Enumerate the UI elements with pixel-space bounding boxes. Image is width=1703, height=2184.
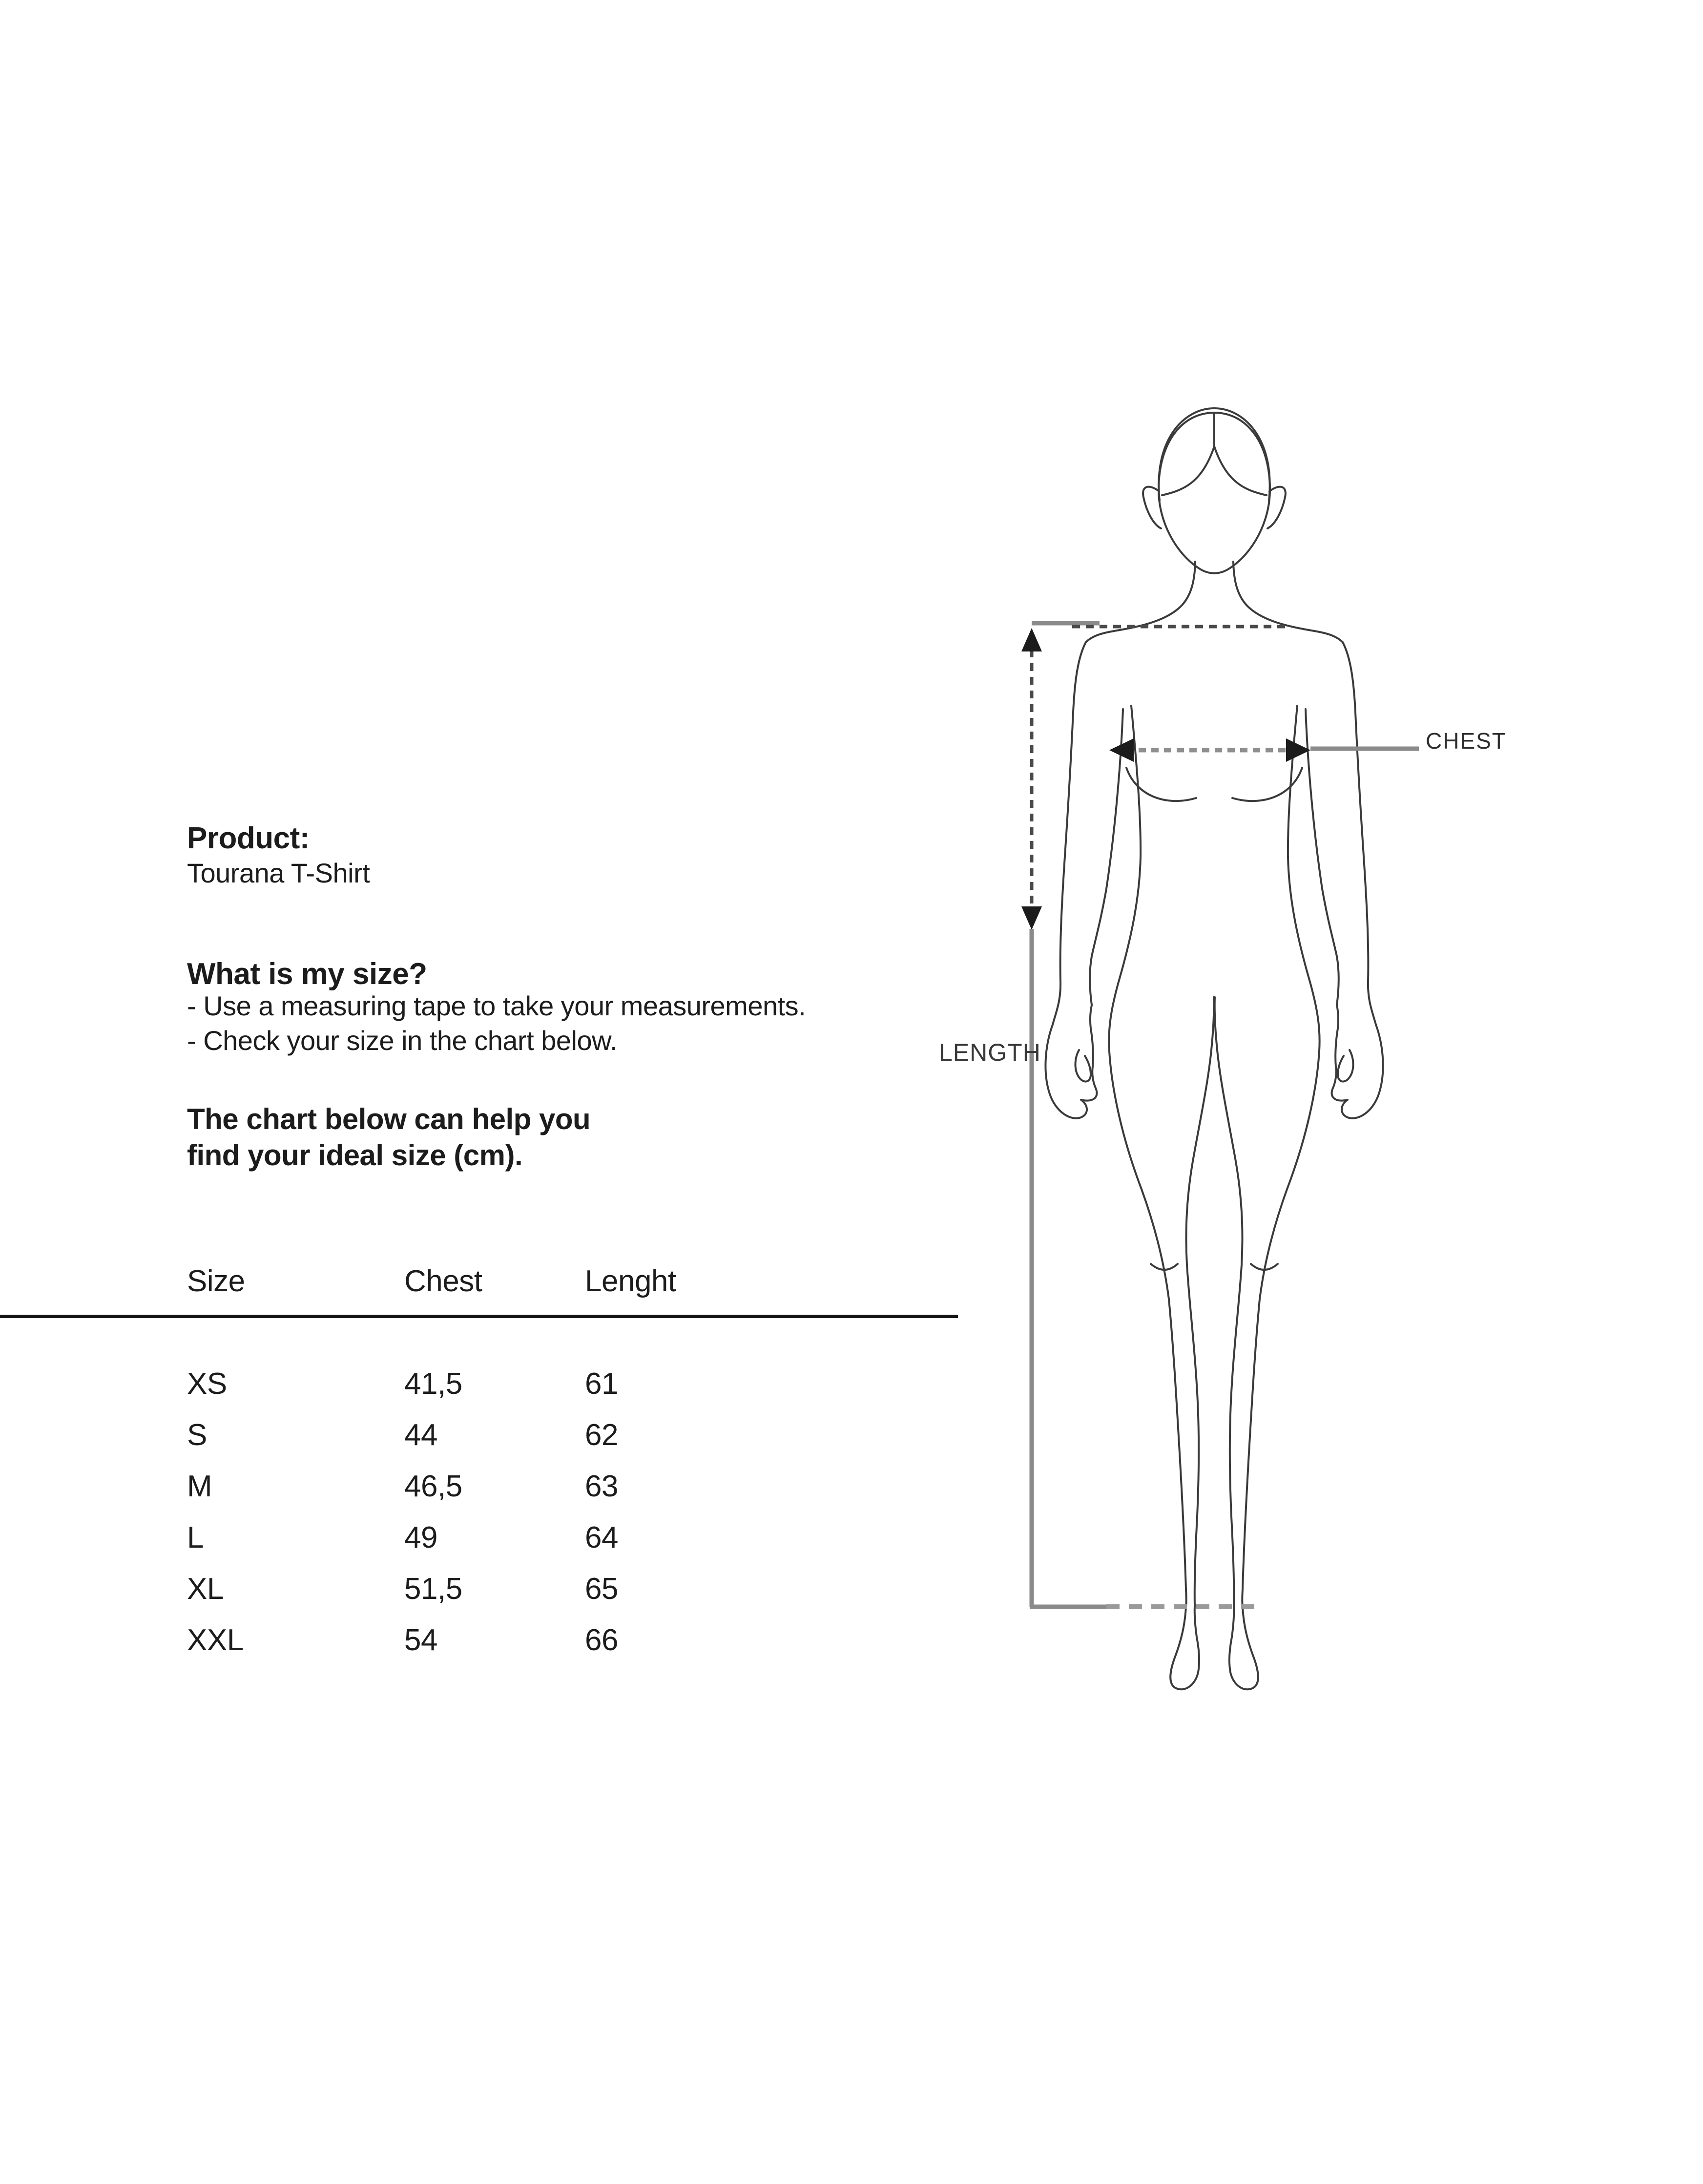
- table-row-xl-chest: 51,5: [404, 1572, 462, 1606]
- table-row-s-length: 62: [585, 1418, 618, 1452]
- table-row-m-size: M: [187, 1470, 212, 1503]
- table-row-xxl-length: 66: [585, 1623, 618, 1657]
- table-row-xxl-chest: 54: [404, 1623, 437, 1657]
- figure-foot-right: [1229, 1606, 1258, 1689]
- figure-neck-shoulder-left: [1086, 562, 1195, 642]
- length-down-arrowhead: [1021, 906, 1042, 930]
- figure-arm-outer-left: [1053, 642, 1086, 1025]
- figure-neck-shoulder-right: [1233, 562, 1343, 642]
- column-header-size: Size: [187, 1264, 245, 1298]
- instruction-check-chart: - Check your size in the chart below.: [187, 1025, 618, 1056]
- instruction-measuring-tape: - Use a measuring tape to take your measurements.: [187, 990, 806, 1021]
- figure-torso-leg-left: [1109, 706, 1186, 1607]
- column-header-chest: Chest: [404, 1264, 482, 1298]
- figure-leg-inner-right: [1215, 997, 1243, 1606]
- figure-leg-inner-left: [1186, 997, 1214, 1606]
- length-up-arrowhead: [1021, 628, 1042, 651]
- chest-measure-label: CHEST: [1426, 728, 1507, 754]
- figure-hairline-left: [1162, 446, 1214, 495]
- chart-note-line-1: The chart below can help you: [187, 1103, 591, 1135]
- table-row-xxl-size: XXL: [187, 1623, 244, 1657]
- chart-note-line-2: find your ideal size (cm).: [187, 1139, 523, 1172]
- table-row-m-length: 63: [585, 1470, 618, 1503]
- length-measure-label: LENGTH: [939, 1039, 1041, 1066]
- table-row-xs-length: 61: [585, 1367, 618, 1401]
- figure-foot-left: [1170, 1606, 1199, 1689]
- figure-body-outline: [1045, 408, 1383, 1689]
- figure-arm-outer-right: [1343, 642, 1376, 1025]
- table-row-xl-size: XL: [187, 1572, 224, 1606]
- figure-hairline-right: [1214, 446, 1267, 495]
- size-question-heading: What is my size?: [187, 957, 427, 991]
- table-row-s-size: S: [187, 1418, 207, 1452]
- table-row-s-chest: 44: [404, 1418, 437, 1452]
- table-row-l-length: 64: [585, 1521, 618, 1554]
- figure-thumb-left: [1076, 1050, 1091, 1082]
- figure-thumb-right: [1338, 1050, 1353, 1082]
- table-row-xl-length: 65: [585, 1572, 618, 1606]
- column-header-length: Lenght: [585, 1264, 676, 1298]
- table-row-xs-size: XS: [187, 1367, 227, 1401]
- table-row-xs-chest: 41,5: [404, 1367, 462, 1401]
- table-separator-line: [0, 1315, 958, 1318]
- product-name: Tourana T-Shirt: [187, 858, 370, 888]
- figure-torso-leg-right: [1242, 706, 1319, 1607]
- table-row-m-chest: 46,5: [404, 1470, 462, 1503]
- figure-arm-inner-right: [1306, 709, 1339, 1005]
- table-row-l-size: L: [187, 1521, 204, 1554]
- product-label: Product:: [187, 821, 310, 855]
- table-row-l-chest: 49: [404, 1521, 437, 1554]
